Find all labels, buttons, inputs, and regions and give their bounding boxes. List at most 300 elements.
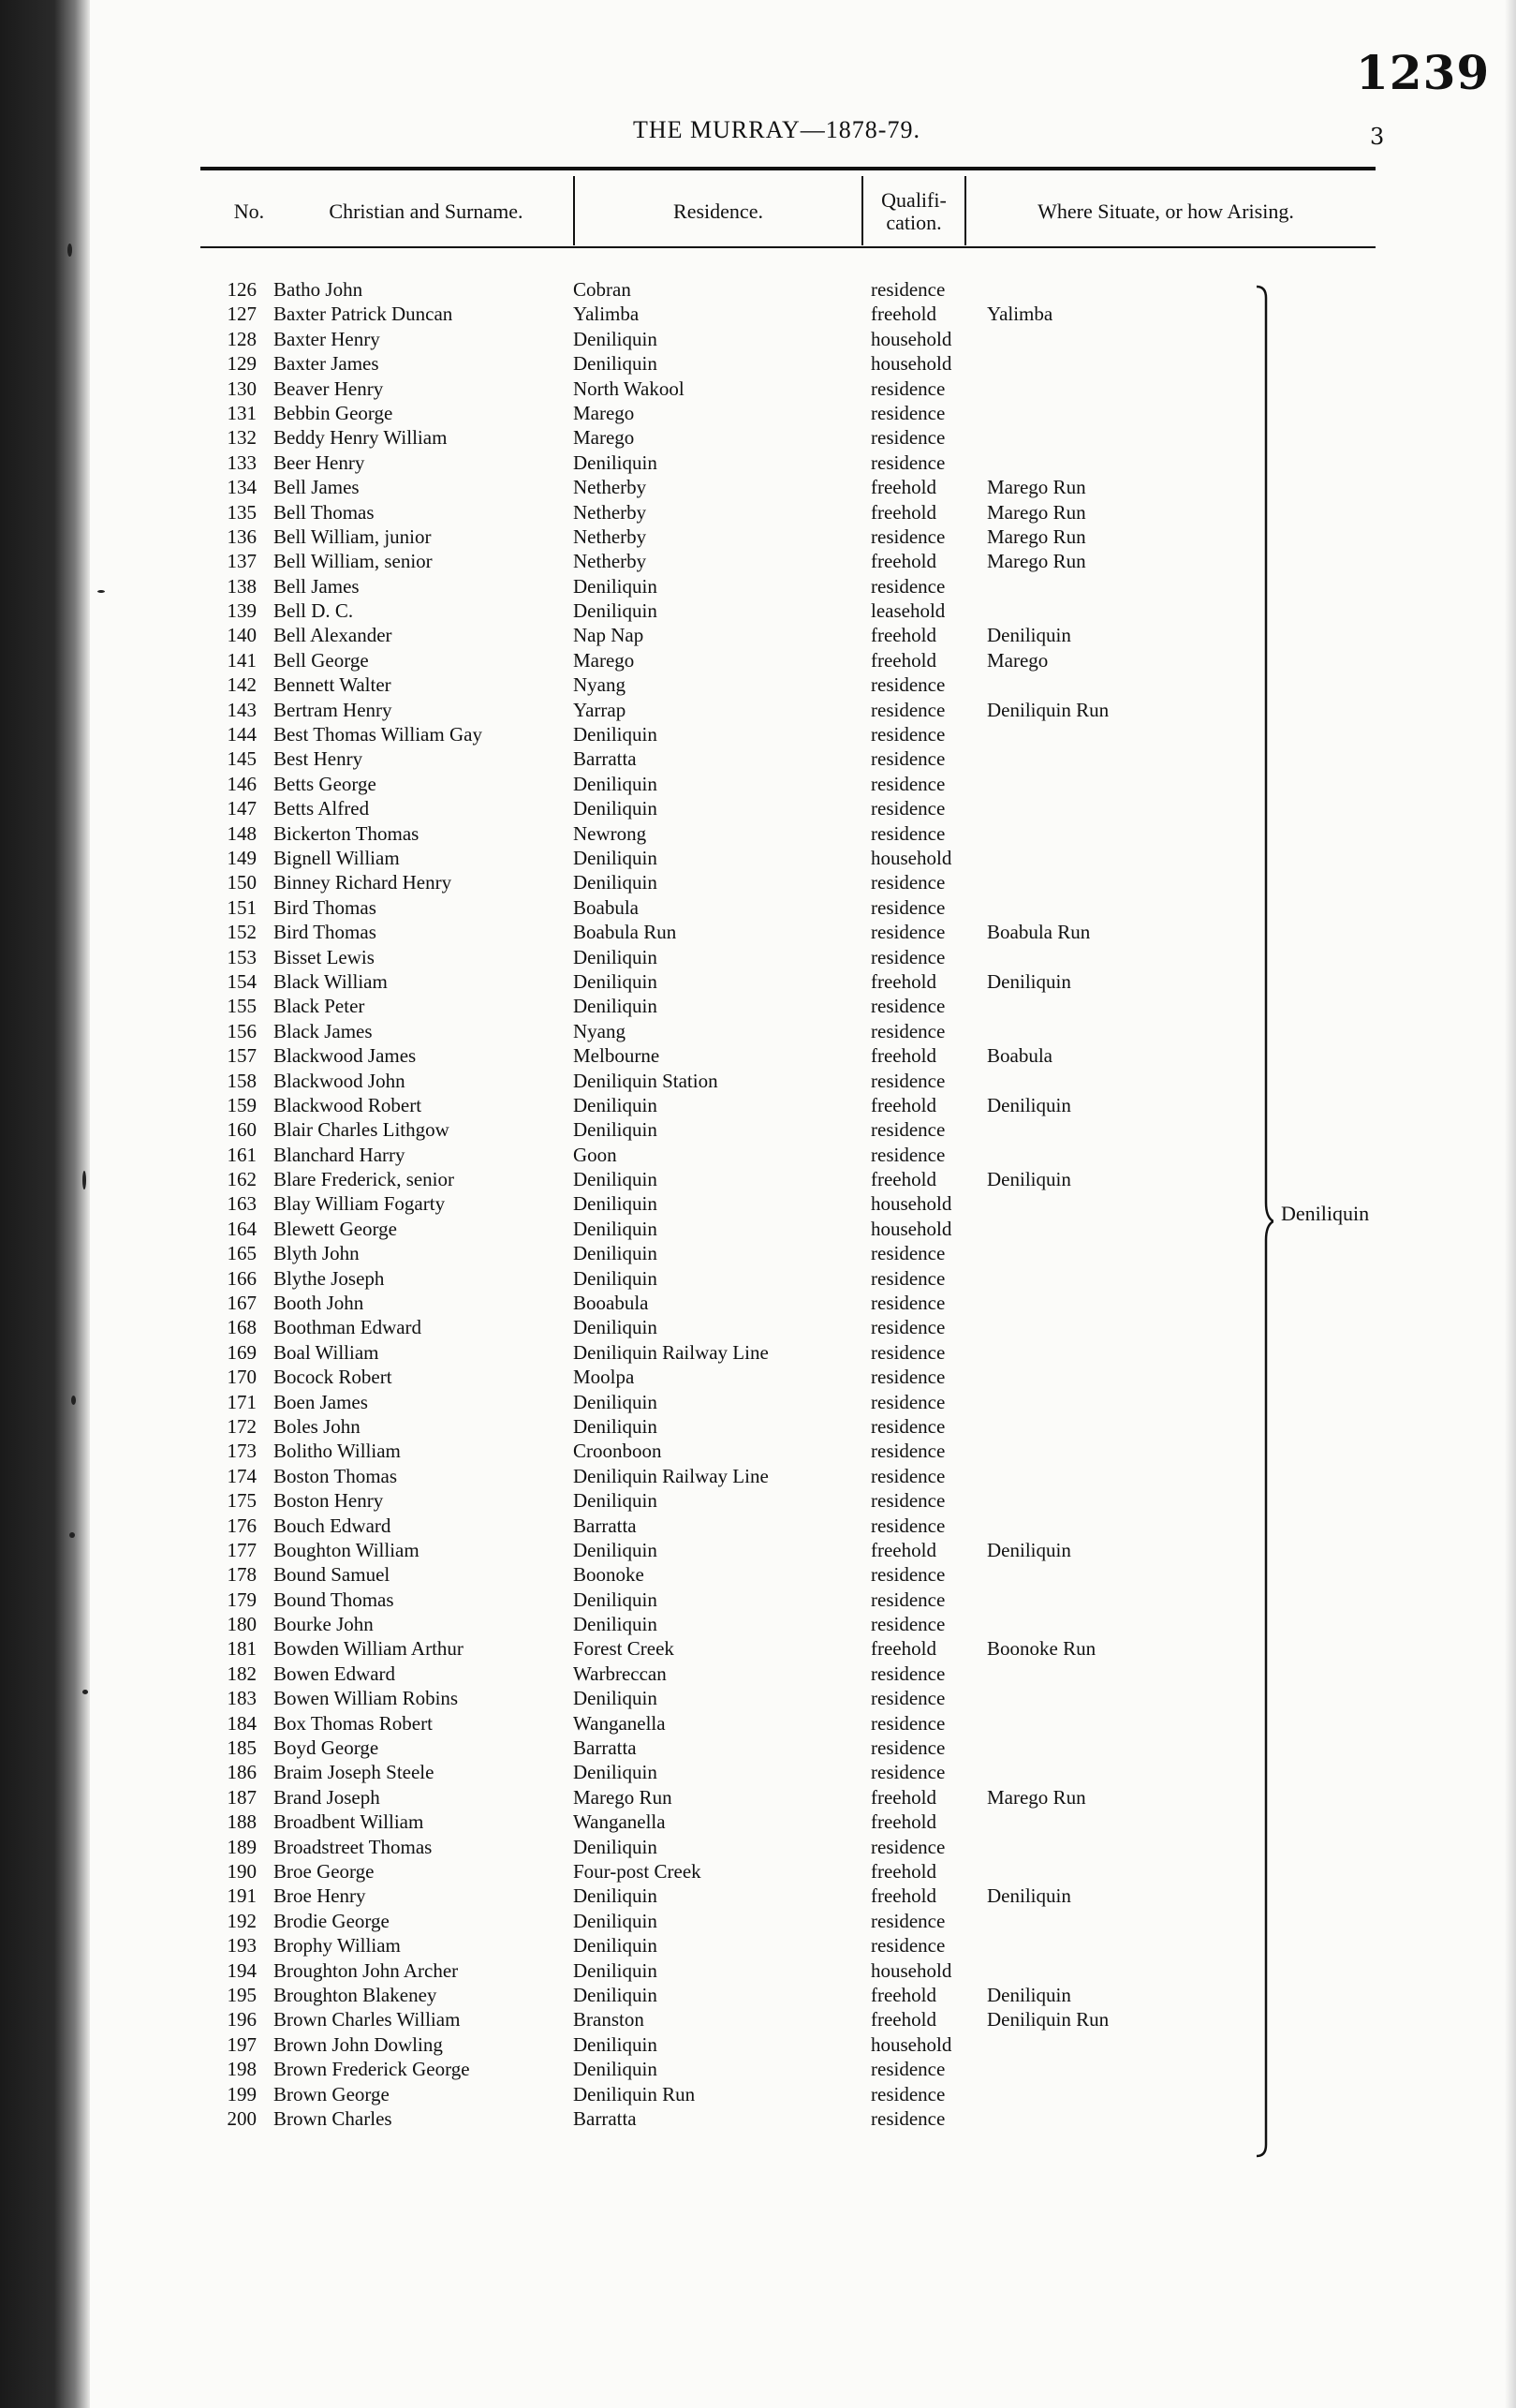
residence: Deniliquin Railway Line [573, 1464, 769, 1487]
voter-name: Broadstreet Thomas [273, 1835, 433, 1858]
qualification: household [871, 846, 952, 869]
table-row [0, 746, 1516, 771]
table-row [0, 2032, 1516, 2057]
voter-name: Brown Charles William [273, 2008, 461, 2031]
residence: Nyang [573, 673, 626, 697]
table-row [0, 1019, 1516, 1043]
table-row [0, 1612, 1516, 1636]
residence: Netherby [573, 500, 647, 524]
qualification: residence [871, 1489, 946, 1513]
row-number: 200 [227, 2106, 257, 2130]
voter-name: Beer Henry [273, 451, 365, 474]
residence: Booabula [573, 1292, 649, 1315]
voter-name: Bell James [273, 476, 360, 499]
table-row [0, 1464, 1516, 1488]
residence: Deniliquin [573, 1390, 657, 1413]
voter-name: Bocock Robert [273, 1366, 392, 1389]
qualification: residence [871, 524, 946, 548]
residence: North Wakool [573, 377, 684, 400]
row-number: 141 [227, 648, 257, 672]
residence: Netherby [573, 524, 647, 548]
qualification: residence [871, 1069, 946, 1092]
table-row [0, 1662, 1516, 1686]
table-row [0, 920, 1516, 944]
qualification: household [871, 1192, 952, 1216]
qualification: residence [871, 1736, 946, 1760]
qualification: residence [871, 1366, 946, 1389]
table-row [0, 475, 1516, 499]
table-row [0, 302, 1516, 326]
table-row [0, 969, 1516, 994]
residence: Wanganella [573, 1810, 666, 1834]
row-number: 158 [227, 1069, 257, 1092]
qualification: residence [871, 945, 946, 968]
row-number: 195 [227, 1983, 257, 2006]
table-row [0, 1760, 1516, 1784]
voter-name: Broe Henry [273, 1884, 366, 1908]
table-row [0, 1241, 1516, 1265]
voter-name: Brown John Dowling [273, 2032, 443, 2056]
table-row [0, 425, 1516, 450]
qualification: freehold [871, 1810, 936, 1834]
row-number: 188 [227, 1810, 257, 1834]
row-number: 153 [227, 945, 257, 968]
voter-name: Bound Thomas [273, 1588, 394, 1611]
row-number: 178 [227, 1563, 257, 1587]
row-number: 182 [227, 1662, 257, 1685]
voter-name: Boothman Edward [273, 1316, 422, 1339]
residence: Deniliquin Run [573, 2082, 696, 2105]
residence: Barratta [573, 1736, 637, 1760]
voter-name: Baxter James [273, 352, 379, 376]
row-number: 159 [227, 1093, 257, 1116]
row-number: 175 [227, 1489, 257, 1513]
qualification: residence [871, 747, 946, 771]
row-number: 137 [227, 550, 257, 573]
row-number: 171 [227, 1390, 257, 1413]
row-number: 129 [227, 352, 257, 376]
voter-name: Blewett George [273, 1217, 397, 1240]
row-number: 150 [227, 871, 257, 894]
qualification: residence [871, 1292, 946, 1315]
table-row [0, 500, 1516, 524]
where-situate: Deniliquin [987, 969, 1071, 993]
qualification: freehold [871, 2008, 936, 2031]
table-row [0, 772, 1516, 796]
residence: Deniliquin [573, 574, 657, 598]
row-number: 172 [227, 1414, 257, 1438]
qualification: residence [871, 821, 946, 845]
qualification: leasehold [871, 599, 946, 623]
voter-name: Boyd George [273, 1736, 379, 1760]
residence: Four-post Creek [573, 1860, 701, 1883]
qualification: freehold [871, 1538, 936, 1561]
residence: Deniliquin [573, 451, 657, 474]
residence: Deniliquin [573, 772, 657, 795]
row-number: 127 [227, 303, 257, 326]
qualification: residence [871, 401, 946, 424]
row-number: 130 [227, 377, 257, 400]
table-row [0, 1859, 1516, 1884]
qualification: residence [871, 1934, 946, 1957]
table-row [0, 1414, 1516, 1439]
row-number: 196 [227, 2008, 257, 2031]
table-row [0, 1117, 1516, 1142]
residence: Deniliquin [573, 1934, 657, 1957]
qualification: freehold [871, 476, 936, 499]
voter-name: Boen James [273, 1390, 368, 1413]
right-brace [1255, 285, 1273, 2158]
header-qualification: Qualifi- cation. [881, 188, 947, 234]
row-number: 143 [227, 698, 257, 721]
row-number: 192 [227, 1909, 257, 1932]
where-situate: Deniliquin [987, 1983, 1071, 2006]
row-number: 152 [227, 921, 257, 944]
voter-name: Beddy Henry William [273, 426, 448, 450]
voter-name: Broe George [273, 1860, 375, 1883]
voter-name: Betts Alfred [273, 797, 370, 820]
row-number: 187 [227, 1785, 257, 1809]
qualification: freehold [871, 1860, 936, 1883]
qualification: freehold [871, 550, 936, 573]
where-situate: Marego Run [987, 500, 1086, 524]
voter-name: Baxter Henry [273, 327, 380, 350]
row-number: 147 [227, 797, 257, 820]
row-number: 170 [227, 1366, 257, 1389]
qualification: residence [871, 1390, 946, 1413]
table-row [0, 598, 1516, 623]
qualification: residence [871, 1340, 946, 1364]
table-row [0, 1884, 1516, 1908]
qualification: residence [871, 1613, 946, 1636]
row-number: 138 [227, 574, 257, 598]
voter-name: Beaver Henry [273, 377, 384, 400]
voter-name: Blare Frederick, senior [273, 1168, 455, 1191]
qualification: residence [871, 1761, 946, 1784]
table-row [0, 870, 1516, 894]
residence: Melbourne [573, 1044, 660, 1068]
qualification: freehold [871, 500, 936, 524]
table-row [0, 1390, 1516, 1414]
residence: Nap Nap [573, 624, 644, 647]
qualification: freehold [871, 1785, 936, 1809]
table-row [0, 1167, 1516, 1191]
table-row [0, 1514, 1516, 1538]
row-number: 194 [227, 1958, 257, 1982]
row-number: 176 [227, 1514, 257, 1537]
residence: Wanganella [573, 1711, 666, 1735]
residence: Nyang [573, 1019, 626, 1042]
residence: Yarrap [573, 698, 626, 721]
table-row [0, 672, 1516, 697]
voter-name: Binney Richard Henry [273, 871, 452, 894]
voter-name: Bolitho William [273, 1440, 401, 1463]
qualification: residence [871, 574, 946, 598]
residence: Deniliquin [573, 995, 657, 1018]
qualification: residence [871, 1316, 946, 1339]
voter-name: Bird Thomas [273, 921, 376, 944]
voter-name: Bouch Edward [273, 1514, 391, 1537]
voter-name: Broadbent William [273, 1810, 424, 1834]
table-row [0, 2007, 1516, 2031]
row-number: 139 [227, 599, 257, 623]
row-number: 131 [227, 401, 257, 424]
qualification: residence [871, 1414, 946, 1438]
residence: Moolpa [573, 1366, 635, 1389]
table-row [0, 698, 1516, 722]
voter-name: Boston Henry [273, 1489, 384, 1513]
voter-name: Bell D. C. [273, 599, 354, 623]
table-row [0, 574, 1516, 598]
voter-name: Bell James [273, 574, 360, 598]
qualification: freehold [871, 648, 936, 672]
voter-name: Blackwood Robert [273, 1093, 422, 1116]
page-number: 1239 [1356, 45, 1491, 100]
table-row [0, 549, 1516, 573]
where-situate: Deniliquin [987, 1884, 1071, 1908]
table-row [0, 1711, 1516, 1736]
table-row [0, 1835, 1516, 1859]
row-number: 144 [227, 723, 257, 746]
table-row [0, 846, 1516, 870]
voter-name: Best Thomas William Gay [273, 723, 482, 746]
qualification: residence [871, 797, 946, 820]
row-number: 128 [227, 327, 257, 350]
qualification: residence [871, 1563, 946, 1587]
voter-name: Braim Joseph Steele [273, 1761, 434, 1784]
qualification: residence [871, 1662, 946, 1685]
scan-speck [67, 244, 72, 257]
residence: Deniliquin [573, 1266, 657, 1290]
row-number: 198 [227, 2058, 257, 2081]
table-row [0, 796, 1516, 820]
row-number: 126 [227, 278, 257, 301]
residence: Netherby [573, 476, 647, 499]
residence: Deniliquin [573, 1884, 657, 1908]
row-number: 136 [227, 524, 257, 548]
where-situate: Deniliquin [987, 1093, 1071, 1116]
residence: Deniliquin [573, 871, 657, 894]
voter-name: Bignell William [273, 846, 400, 869]
where-situate: Boabula [987, 1044, 1052, 1068]
table-row [0, 1488, 1516, 1513]
voter-name: Bertram Henry [273, 698, 392, 721]
row-number: 167 [227, 1292, 257, 1315]
header-where: Where Situate, or how Arising. [1038, 199, 1294, 223]
qualification: freehold [871, 1983, 936, 2006]
residence: Deniliquin [573, 1489, 657, 1513]
qualification: residence [871, 1019, 946, 1042]
qualification: residence [871, 1440, 946, 1463]
header-name: Christian and Surname. [329, 199, 523, 223]
qualification: residence [871, 451, 946, 474]
table-row [0, 1983, 1516, 2007]
row-number: 199 [227, 2082, 257, 2105]
voter-name: Blair Charles Lithgow [273, 1118, 449, 1142]
qualification: residence [871, 2058, 946, 2081]
residence: Branston [573, 2008, 644, 2031]
row-number: 156 [227, 1019, 257, 1042]
row-number: 133 [227, 451, 257, 474]
table-row [0, 1093, 1516, 1117]
row-number: 151 [227, 895, 257, 919]
qualification: freehold [871, 1637, 936, 1661]
voter-name: Bisset Lewis [273, 945, 375, 968]
row-number: 181 [227, 1637, 257, 1661]
voter-name: Blyth John [273, 1242, 360, 1265]
voter-name: Bebbin George [273, 401, 393, 424]
voter-name: Bird Thomas [273, 895, 376, 919]
qualification: residence [871, 1143, 946, 1166]
row-number: 148 [227, 821, 257, 845]
voter-name: Blackwood John [273, 1069, 405, 1092]
residence: Deniliquin [573, 1414, 657, 1438]
voter-name: Boston Thomas [273, 1464, 398, 1487]
table-row [0, 1736, 1516, 1760]
voter-name: Bell William, senior [273, 550, 433, 573]
residence: Deniliquin [573, 1613, 657, 1636]
table-row [0, 401, 1516, 425]
row-number: 173 [227, 1440, 257, 1463]
row-number: 155 [227, 995, 257, 1018]
qualification: residence [871, 377, 946, 400]
bracket-label: Deniliquin [1281, 1202, 1370, 1225]
residence: Deniliquin [573, 1242, 657, 1265]
residence: Deniliquin [573, 352, 657, 376]
table-row [0, 1266, 1516, 1291]
row-number: 191 [227, 1884, 257, 1908]
table-row [0, 994, 1516, 1018]
row-number: 184 [227, 1711, 257, 1735]
qualification: freehold [871, 624, 936, 647]
qualification: residence [871, 1711, 946, 1735]
row-number: 132 [227, 426, 257, 450]
table-row [0, 524, 1516, 549]
voter-name: Brodie George [273, 1909, 390, 1932]
where-situate: Boonoke Run [987, 1637, 1097, 1661]
residence: Marego [573, 401, 635, 424]
qualification: freehold [871, 1044, 936, 1068]
voter-name: Bell William, junior [273, 524, 432, 548]
voter-name: Bennett Walter [273, 673, 391, 697]
row-number: 154 [227, 969, 257, 993]
residence: Deniliquin [573, 1958, 657, 1982]
residence: Newrong [573, 821, 647, 845]
table-row [0, 2106, 1516, 2131]
residence: Barratta [573, 1514, 637, 1537]
table-row [0, 2057, 1516, 2081]
row-number: 161 [227, 1143, 257, 1166]
where-situate: Deniliquin [987, 1538, 1071, 1561]
row-number: 157 [227, 1044, 257, 1068]
row-number: 183 [227, 1687, 257, 1710]
residence: Deniliquin [573, 969, 657, 993]
where-situate: Deniliquin [987, 624, 1071, 647]
table-row [0, 1069, 1516, 1093]
row-number: 179 [227, 1588, 257, 1611]
qualification: residence [871, 871, 946, 894]
table-row [0, 821, 1516, 846]
qualification: household [871, 1958, 952, 1982]
voter-name: Bickerton Thomas [273, 821, 419, 845]
voter-name: Brown George [273, 2082, 390, 2105]
qualification: freehold [871, 303, 936, 326]
where-situate: Marego Run [987, 550, 1086, 573]
voter-name: Boal William [273, 1340, 379, 1364]
row-number: 135 [227, 500, 257, 524]
table-row [0, 722, 1516, 746]
residence: Deniliquin [573, 1835, 657, 1858]
residence: Forest Creek [573, 1637, 674, 1661]
row-number: 189 [227, 1835, 257, 1858]
voter-name: Broughton Blakeney [273, 1983, 437, 2006]
row-number: 190 [227, 1860, 257, 1883]
table-row [0, 1143, 1516, 1167]
voter-name: Bound Samuel [273, 1563, 390, 1587]
voter-name: Blackwood James [273, 1044, 417, 1068]
voter-name: Black James [273, 1019, 373, 1042]
voter-name: Brophy William [273, 1934, 401, 1957]
residence: Barratta [573, 747, 637, 771]
table-row [0, 895, 1516, 920]
row-number: 140 [227, 624, 257, 647]
voter-name: Brand Joseph [273, 1785, 380, 1809]
qualification: residence [871, 673, 946, 697]
residence: Deniliquin [573, 1538, 657, 1561]
residence: Deniliquin [573, 2032, 657, 2056]
page-title: THE MURRAY—1878-79. [633, 116, 920, 143]
table-row [0, 623, 1516, 647]
voter-name: Bourke John [273, 1613, 374, 1636]
residence: Deniliquin [573, 1983, 657, 2006]
row-number: 165 [227, 1242, 257, 1265]
residence: Cobran [573, 278, 631, 301]
table-row [0, 1636, 1516, 1661]
row-number: 168 [227, 1316, 257, 1339]
voter-name: Black Peter [273, 995, 365, 1018]
header-top-rule [200, 167, 1376, 170]
table-row [0, 2082, 1516, 2106]
residence: Deniliquin [573, 327, 657, 350]
residence: Deniliquin [573, 1909, 657, 1932]
residence: Deniliquin [573, 1316, 657, 1339]
row-number: 193 [227, 1934, 257, 1957]
voter-name: Batho John [273, 278, 363, 301]
qualification: residence [871, 1909, 946, 1932]
residence: Deniliquin Station [573, 1069, 718, 1092]
where-situate: Yalimba [987, 303, 1053, 326]
residence: Deniliquin [573, 1093, 657, 1116]
row-number: 145 [227, 747, 257, 771]
where-situate: Deniliquin Run [987, 698, 1110, 721]
row-number: 177 [227, 1538, 257, 1561]
residence: Warbreccan [573, 1662, 667, 1685]
voter-name: Box Thomas Robert [273, 1711, 433, 1735]
row-number: 186 [227, 1761, 257, 1784]
qualification: residence [871, 1242, 946, 1265]
residence: Deniliquin Railway Line [573, 1340, 769, 1364]
voter-name: Black William [273, 969, 388, 993]
table-row [0, 1785, 1516, 1810]
where-situate: Marego Run [987, 1785, 1086, 1809]
residence: Marego [573, 648, 635, 672]
qualification: residence [871, 895, 946, 919]
table-row [0, 1538, 1516, 1562]
voter-name: Booth John [273, 1292, 364, 1315]
voter-name: Bell George [273, 648, 369, 672]
row-number: 164 [227, 1217, 257, 1240]
where-situate: Marego Run [987, 476, 1086, 499]
